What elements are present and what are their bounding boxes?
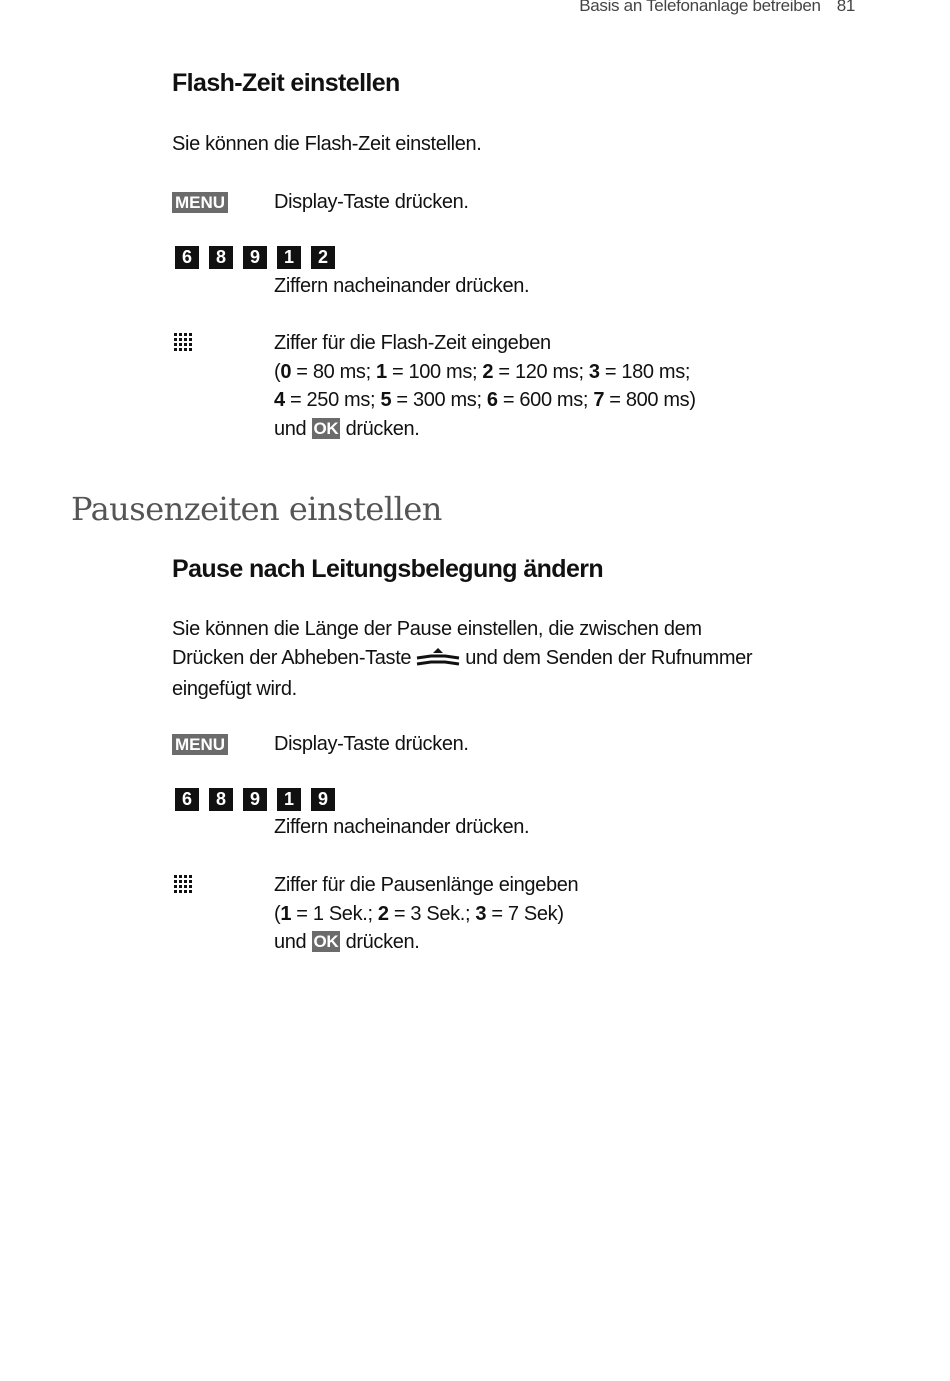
option-value: = 600 ms xyxy=(497,389,583,411)
digit-key: 8 xyxy=(209,788,233,811)
option-value: = 180 ms xyxy=(599,360,685,383)
pause-intro-line-2 xyxy=(172,644,812,676)
option-key: 2 xyxy=(377,902,389,925)
und-text: und xyxy=(274,931,307,953)
pause-heading: Pause nach Leitungsbelegung ändern xyxy=(172,555,604,583)
digit-key: 1 xyxy=(277,246,301,269)
druecken-text: drücken. xyxy=(345,931,420,953)
flash-keypad-instruction xyxy=(274,329,696,443)
pause-menu-key xyxy=(172,734,228,755)
pause-options-line: (1 = 1 Sek.; 2 = 3 Sek.; 3 = 7 Sek) xyxy=(274,902,564,925)
option-key: 4 xyxy=(274,389,285,411)
pause-intro-line-1: Sie können die Länge der Pause einstellen, die zwischen dem xyxy=(172,618,702,640)
option-value: = 100 ms xyxy=(386,360,472,383)
option-key: 1 xyxy=(375,360,387,383)
option-key: 6 xyxy=(486,389,498,411)
option-value: = 300 ms xyxy=(391,389,477,411)
option-value: = 3 Sek. xyxy=(388,902,465,925)
page-number: 81 xyxy=(836,0,855,15)
flash-digits-instruction: Ziffern nacheinander drücken. xyxy=(274,275,530,297)
pause-intro-line-3: eingefügt wird. xyxy=(172,678,297,700)
section-heading: Pausenzeiten einstellen xyxy=(71,490,442,528)
flash-digit-sequence xyxy=(175,246,335,269)
pause-keypad-instruction xyxy=(274,871,578,957)
menu-key-label: MENU xyxy=(172,192,228,213)
option-key: 3 xyxy=(475,902,487,925)
flash-menu-key xyxy=(172,192,228,213)
digit-key: 9 xyxy=(311,788,335,811)
pause-intro-text: Drücken der Abheben-Taste xyxy=(172,646,412,669)
keypad-icon xyxy=(174,875,192,897)
hook-off-icon xyxy=(415,647,461,676)
pause-menu-instruction: Display-Taste drücken. xyxy=(274,733,469,755)
flash-menu-instruction: Display-Taste drücken. xyxy=(274,191,469,213)
digit-key: 8 xyxy=(209,246,233,269)
keypad-text: Ziffer für die Pausenlänge eingeben xyxy=(274,874,579,896)
pause-confirm-line xyxy=(274,928,578,957)
und-text: und xyxy=(274,417,307,440)
digit-key: 1 xyxy=(277,788,301,811)
flash-intro: Sie können die Flash-Zeit einstellen. xyxy=(172,133,482,155)
digit-key: 6 xyxy=(175,246,199,269)
option-value: = 7 Sek xyxy=(486,902,558,925)
flash-options-line-1: (0 = 80 ms; 1 = 100 ms; 2 = 120 ms; 3 = 180 ms; xyxy=(274,360,691,383)
keypad-text: Ziffer für die Flash-Zeit eingeben xyxy=(274,332,551,354)
ok-key-label: OK xyxy=(313,418,339,438)
digit-key: 9 xyxy=(243,788,267,811)
flash-options-line-2: 4 = 250 ms; 5 = 300 ms; 6 = 600 ms; 7 = 800 ms) xyxy=(274,389,696,411)
pause-intro-text: und dem Senden der Rufnummer xyxy=(465,646,753,669)
flash-confirm-line xyxy=(274,415,696,444)
option-key: 3 xyxy=(588,360,600,383)
option-key: 2 xyxy=(482,360,494,383)
option-value: = 80 ms xyxy=(291,360,366,383)
running-header xyxy=(579,0,855,16)
pause-digits-instruction: Ziffern nacheinander drücken. xyxy=(274,816,530,838)
flash-heading: Flash-Zeit einstellen xyxy=(172,69,400,97)
header-title: Basis an Telefonanlage betreiben xyxy=(579,0,821,15)
option-key: 1 xyxy=(280,902,292,925)
option-key: 7 xyxy=(593,389,605,411)
digit-key: 2 xyxy=(311,246,335,269)
menu-key-label: MENU xyxy=(172,734,228,755)
keypad-icon xyxy=(174,333,192,355)
pause-digit-sequence xyxy=(175,788,335,811)
option-value: = 250 ms xyxy=(284,389,371,411)
option-key: 0 xyxy=(280,360,292,383)
option-value: = 120 ms xyxy=(493,360,579,383)
druecken-text: drücken. xyxy=(345,417,420,440)
option-key: 5 xyxy=(380,389,392,411)
option-value: = 800 ms xyxy=(604,389,690,411)
option-value: = 1 Sek. xyxy=(291,902,368,925)
digit-key: 9 xyxy=(243,246,267,269)
pause-intro xyxy=(172,615,812,704)
digit-key: 6 xyxy=(175,788,199,811)
ok-key-label: OK xyxy=(313,932,339,951)
